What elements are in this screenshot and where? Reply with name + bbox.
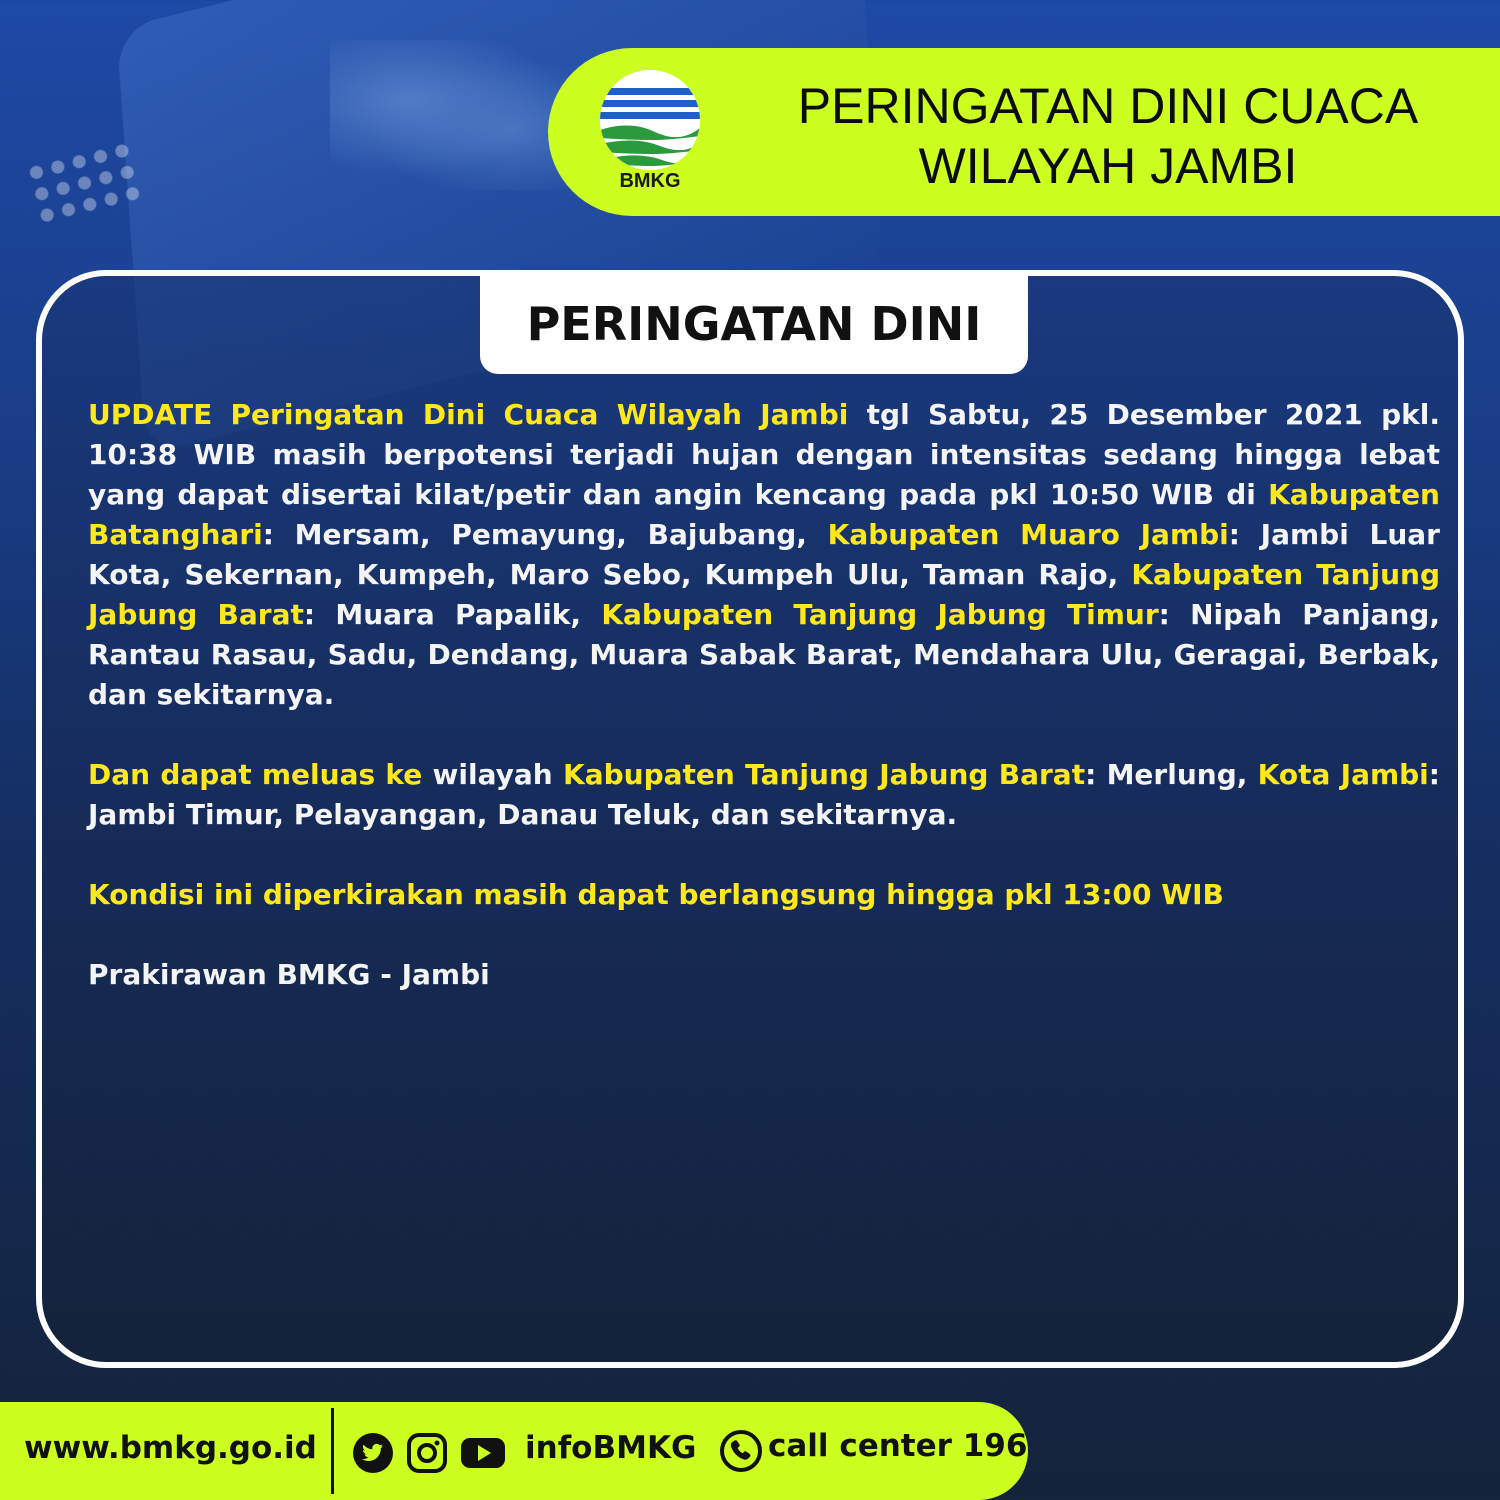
footer-bar — [0, 1402, 1028, 1500]
warning-content — [88, 395, 1440, 1035]
instagram-icon[interactable] — [406, 1432, 448, 1474]
warning-paragraph-main: UPDATE Peringatan Dini Cuaca Wilayah Jambi tgl Sabtu, 25 Desember 2021 pkl. 10:38 WIB masih berpotensi terjadi hujan dengan intensitas sedang hingga lebat yang dapat disertai kilat/petir dan angin kencang pada pkl 10:50 WIB di Kabupaten Batanghari: Mersam, Pemayung, Bajubang, Kabupaten Muaro Jambi: Jambi Luar Kota, Sekernan, Kumpeh, Maro Sebo, Kumpeh Ulu, Taman Rajo, Kabupaten Tanjung Jabung Barat: Muara Papalik, Kabupaten Tanjung Jabung Timur: Nipah Panjang, Rantau Rasau, Sadu, Dendang, Muara Sabak Barat, Mendahara Ulu, Geragai, Berbak, dan sekitarnya. — [88, 398, 1441, 711]
youtube-icon[interactable] — [460, 1432, 506, 1474]
footer-divider — [331, 1408, 334, 1494]
page-title — [788, 76, 1428, 196]
bmkg-logo-text: BMKG — [619, 170, 681, 192]
call-center[interactable]: call center 196 — [768, 1428, 1028, 1464]
header-banner — [548, 48, 1500, 216]
bmkg-logo — [600, 70, 700, 194]
bmkg-logo-emblem — [600, 70, 700, 170]
card-title: PERINGATAN DINI — [526, 297, 982, 351]
bmkg-emblem-icon — [600, 70, 700, 170]
social-handle[interactable]: infoBMKG — [525, 1430, 697, 1466]
background-keypad-graphic — [23, 138, 147, 233]
title-line-1: PERINGATAN DINI CUACA — [797, 78, 1419, 134]
title-line-2: WILAYAH JAMBI — [918, 138, 1298, 194]
warning-paragraph-expansion: Dan dapat meluas ke wilayah Kabupaten Tanjung Jabung Barat: Merlung, Kota Jambi: Jambi Timur, Pelayangan, Danau Teluk, dan sekitarnya. — [88, 758, 1440, 831]
phone-icon — [720, 1430, 762, 1472]
forecaster-signature: Prakirawan BMKG - Jambi — [88, 958, 490, 991]
website-link[interactable]: www.bmkg.go.id — [24, 1430, 317, 1466]
warning-duration: Kondisi ini diperkirakan masih dapat berlangsung hingga pkl 13:00 WIB — [88, 878, 1224, 911]
card-title-tab — [480, 274, 1028, 374]
twitter-icon[interactable] — [352, 1432, 394, 1474]
